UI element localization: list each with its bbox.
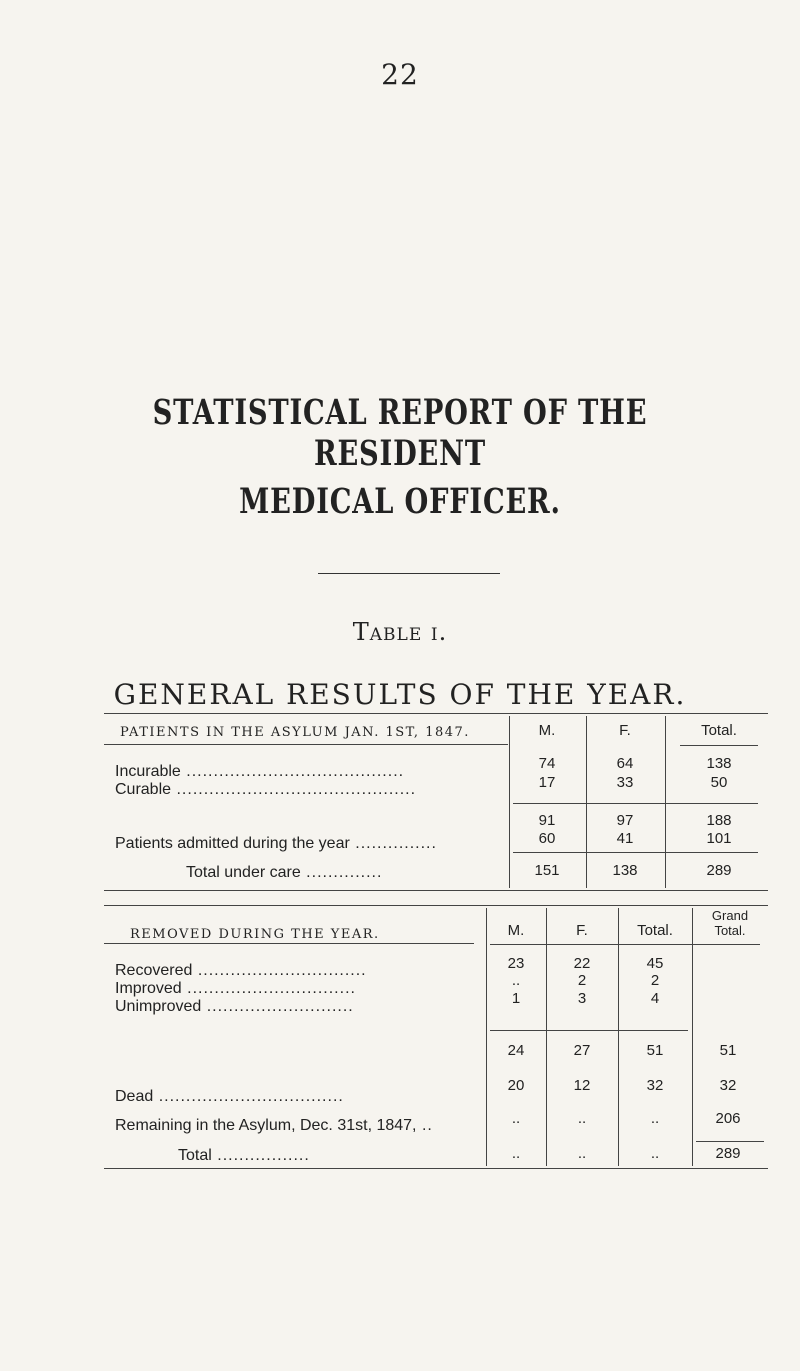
- cell-total: 289: [706, 862, 732, 879]
- cell-m: 74: [538, 755, 556, 772]
- title-rule: [318, 573, 500, 574]
- table-2-header-label: REMOVED DURING THE YEAR.: [130, 927, 380, 942]
- cell-total: 32: [646, 1077, 664, 1094]
- cell-m: 60: [538, 830, 556, 847]
- cell-total: 2: [650, 972, 660, 989]
- row-label: Incurable ........................................: [115, 763, 405, 780]
- row-label: Unimproved ...........................: [115, 998, 354, 1015]
- table-1-total-rule: [680, 745, 758, 746]
- row-label: Dead ..................................: [115, 1088, 344, 1105]
- cell-m: 20: [507, 1077, 525, 1094]
- report-title-line-1: STATISTICAL REPORT OF THE RESIDENT: [152, 392, 648, 474]
- cell-total: 51: [646, 1042, 664, 1059]
- cell-total: 50: [710, 774, 728, 791]
- cell-f: 2: [577, 972, 587, 989]
- row-label: Patients admitted during the year ...............: [115, 835, 437, 852]
- table-1-header-rule: [104, 744, 508, 745]
- table-1-col-sep-3: [665, 716, 666, 888]
- table-2-bottom-rule: [104, 1168, 768, 1169]
- cell-grand: 206: [715, 1110, 741, 1127]
- cell-grand: 289: [715, 1145, 741, 1162]
- cell-total: 101: [706, 830, 732, 847]
- cell-m: 24: [507, 1042, 525, 1059]
- row-label: Remaining in the Asylum, Dec. 31st, 1847, ..: [115, 1117, 433, 1134]
- row-label: Recovered ...............................: [115, 962, 367, 979]
- row-label: Total under care ..............: [186, 864, 383, 881]
- table-subtitle: GENERAL RESULTS OF THE YEAR.: [113, 678, 687, 711]
- cell-m: 151: [534, 862, 560, 879]
- table-1-header-label: PATIENTS IN THE ASYLUM JAN. 1ST, 1847.: [120, 725, 470, 740]
- cell-f: 22: [573, 955, 591, 972]
- cell-f: 3: [577, 990, 587, 1007]
- cell-m: ..: [511, 1145, 521, 1162]
- table-2-header-rule-2: [490, 944, 760, 945]
- cell-f: 97: [616, 812, 634, 829]
- cell-f: 27: [573, 1042, 591, 1059]
- cell-m: 23: [507, 955, 525, 972]
- cell-total: ..: [650, 1110, 660, 1127]
- row-label: Total .................: [178, 1147, 310, 1164]
- cell-total: 188: [706, 812, 732, 829]
- table-caption: Table i.: [352, 618, 448, 646]
- cell-m: ..: [511, 1110, 521, 1127]
- row-label: Improved ...............................: [115, 980, 356, 997]
- table-2-top-rule: [104, 905, 768, 906]
- table-1-header-total: Total.: [701, 722, 737, 739]
- table-1-header-m: M.: [538, 722, 556, 739]
- table-1-top-rule: [104, 713, 768, 714]
- cell-f: ..: [577, 1110, 587, 1127]
- row-label: Curable ............................................: [115, 781, 417, 798]
- cell-m: 91: [538, 812, 556, 829]
- cell-f: ..: [577, 1145, 587, 1162]
- table-2-header-total: Total.: [637, 922, 673, 939]
- table-1-subtotal-rule: [513, 803, 758, 804]
- cell-f: 12: [573, 1077, 591, 1094]
- table-1-col-sep-1: [509, 716, 510, 888]
- table-1-col-sep-2: [586, 716, 587, 888]
- table-1-header-f: F.: [619, 722, 631, 739]
- table-2-header-m: M.: [507, 922, 525, 939]
- page-number: 22: [381, 58, 419, 91]
- cell-total: 4: [650, 990, 660, 1007]
- table-1-subtotal-rule-2: [513, 852, 758, 853]
- table-2-grand-rule: [696, 1141, 764, 1142]
- cell-f: 64: [616, 755, 634, 772]
- table-2-header-f: F.: [576, 922, 588, 939]
- cell-m: 1: [511, 990, 521, 1007]
- cell-total: ..: [650, 1145, 660, 1162]
- cell-f: 138: [612, 862, 638, 879]
- cell-total: 45: [646, 955, 664, 972]
- cell-m: 17: [538, 774, 556, 791]
- table-2-header-grand: Grand Total.: [711, 908, 749, 938]
- cell-total: 138: [706, 755, 732, 772]
- table-2-subtotal-rule: [490, 1030, 688, 1031]
- cell-grand: 51: [719, 1042, 737, 1059]
- cell-m: ..: [511, 972, 521, 989]
- table-1-bottom-rule: [104, 890, 768, 891]
- report-title-line-2: MEDICAL OFFICER.: [239, 481, 561, 522]
- cell-f: 41: [616, 830, 634, 847]
- table-2-col-sep-3: [618, 908, 619, 1166]
- cell-grand: 32: [719, 1077, 737, 1094]
- cell-f: 33: [616, 774, 634, 791]
